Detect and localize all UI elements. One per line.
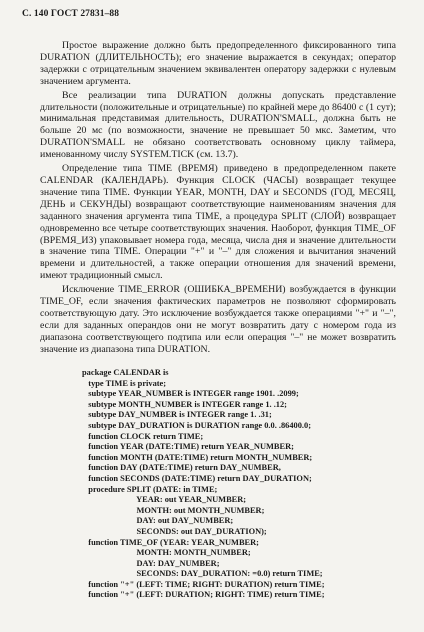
code-line: procedure SPLIT (DATE: in TIME; xyxy=(82,484,218,494)
code-listing xyxy=(82,368,402,601)
code-line: package CALENDAR is xyxy=(82,368,169,377)
code-line: DAY: out DAY_NUMBER; xyxy=(82,516,234,526)
code-line: SECONDS: DAY_DURATION: =0.0) return TIME; xyxy=(82,569,323,579)
code-line: type TIME is private; xyxy=(82,378,167,388)
code-line: MONTH: MONTH_NUMBER; xyxy=(82,548,251,558)
code-line: function YEAR (DATE:TIME) return YEAR_NUMBER; xyxy=(82,442,294,452)
code-line: subtype YEAR_NUMBER is INTEGER range 1901. .2099; xyxy=(82,389,299,399)
code-line: function "+" (LEFT: DURATION; RIGHT: TIME) return TIME; xyxy=(82,590,325,600)
code-line: SECONDS: out DAY_DURATION); xyxy=(82,526,267,536)
code-line: DAY: DAY_NUMBER; xyxy=(82,558,220,568)
paragraph: Простое выражение должно быть предопределенного фиксированного типа DURATION (ДЛИТЕЛЬНОСТЬ); его значение выражается в секундах; оператор задержки с отрицательным значением эквивалентен оператору задержки с нулевым значением аргумента. xyxy=(40,40,396,87)
paragraph: Определение типа TIME (ВРЕМЯ) приведено в предопределенном пакете CALENDAR (КАЛЕНДАРЬ). Функция CLOCK (ЧАСЫ) возвращает текущее значение типа TIME. Функции YEAR, MONTH, DAY и SECONDS (ГОД, МЕСЯЦ, ДЕНЬ и СЕКУНДЫ) возвращают соответствующие наименованиям значения для заданного значения аргумента типа TIME, а процедура SPLIT (СЛОЙ) возвращает одновременно все четыре соответствующих значения. Наоборот, функция TIME_OF (ВРЕМЯ_ИЗ) упаковывает номера года, месяца, числа дня и значение длительности в значение типа TIME. Операции "+" и "–" для сложения и вычитания значений времени и длительностей, а также операции отношения для значений времени, имеют традиционный смысл. xyxy=(40,163,396,282)
code-line: function DAY (DATE:TIME) return DAY_NUMBER, xyxy=(82,463,281,473)
code-line: function TIME_OF (YEAR: YEAR_NUMBER; xyxy=(82,537,259,547)
paragraph: Все реализации типа DURATION должны допускать представление длительности (положительные и отрицательные) по крайней мере до 86400 с (1 сут); минимальная представимая длительность, DURATION'SMALL, должна быть не больше 20 мс (по возможности, значение не превышает 50 мкс. Заметим, что DURATION'SMALL не обязано соответствовать основному циклу таймера, именованному числу SYSTEM.TICK (см. 13.7). xyxy=(40,89,396,161)
page-header: С. 140 ГОСТ 27831–88 xyxy=(22,9,120,19)
body-text xyxy=(40,40,396,358)
code-line: function "+" (LEFT: TIME; RIGHT: DURATION) return TIME; xyxy=(82,579,325,589)
code-line: subtype DAY_DURATION is DURATION range 0.0. .86400.0; xyxy=(82,420,312,430)
code-line: YEAR: out YEAR_NUMBER; xyxy=(82,495,247,505)
code-line: function MONTH (DATE:TIME) return MONTH_NUMBER; xyxy=(82,452,313,462)
code-line: subtype MONTH_NUMBER is INTEGER range 1. .12; xyxy=(82,399,287,409)
code-line: subtype DAY_NUMBER is INTEGER range 1. .31; xyxy=(82,410,272,420)
code-line: MONTH: out MONTH_NUMBER; xyxy=(82,505,265,515)
code-line: function SECONDS (DATE:TIME) return DAY_DURATION; xyxy=(82,473,312,483)
code-line: function CLOCK return TIME; xyxy=(82,431,204,441)
paragraph: Исключение TIME_ERROR (ОШИБКА_ВРЕМЕНИ) возбуждается в функции TIME_OF, если значения фактических параметров не позволяют сформировать соответствующую дату. Это исключение возбуждается также операциями "+" и "–", если для заданных операндов они не могут возвратить дату с номером года из диапазона соответствующего подтипа или если операция "–" не может возвратить значение из диапазона типа DURATION. xyxy=(40,284,396,355)
